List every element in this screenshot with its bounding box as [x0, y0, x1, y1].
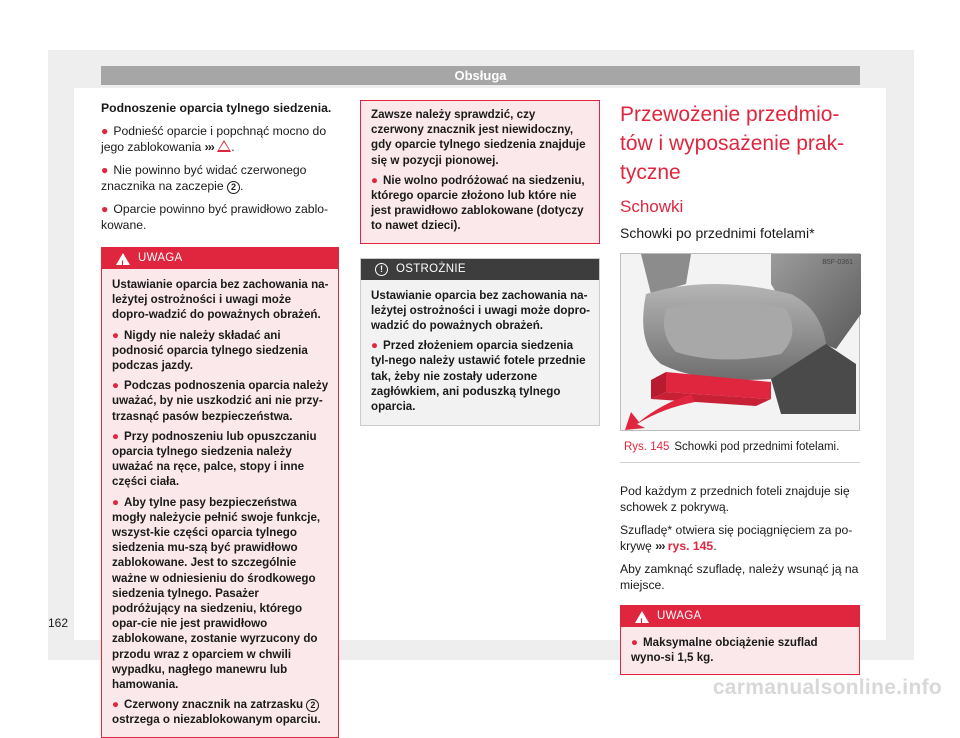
section-heading: Podnoszenie oparcia tylnego siedzenia.: [101, 101, 332, 115]
reference-arrows: ›››: [204, 140, 214, 154]
bullet-icon: ●: [631, 636, 639, 649]
warning-item: ● Czerwony znacznik na zatrzasku 2 ostrzega o niezablokowanym oparciu.: [112, 698, 321, 727]
warning-item: ● Aby tylne pasy bezpieczeństwa mogły należycie pełnić swoje funkcje, wszyst-kie części oparcia tylnego siedzenia mu-szą być prawidłowo zablokowane. Jest to szczególnie ważne w odniesieniu do środkowego siedzenia tylnego. Pasażer podróżujący na siedzeniu, którego opar-cie nie jest prawidłowo zablokowane, zostanie wyrzucony do przodu wraz z oparciem w chwili wypadku, nagłego manewru lub hamowania.: [112, 495, 321, 692]
section-title: Schowki: [620, 197, 684, 216]
callout-number: 2: [306, 699, 319, 712]
warning-header: ! UWAGA: [102, 248, 338, 269]
body-paragraph: Pod każdym z przednich foteli znajduje się schowek z pokrywą.: [620, 484, 850, 514]
exclamation-circle-icon: !: [375, 263, 388, 276]
column-left: [101, 100, 339, 738]
figure-link[interactable]: rys. 145: [667, 539, 714, 553]
body-paragraph: Aby zamknąć szufladę, należy wsunąć ją na miejsce.: [620, 562, 859, 592]
bullet-icon: ●: [371, 173, 379, 187]
list-item: ● Nie powinno być widać czerwonego znacznika na zaczepie 2 .: [101, 163, 307, 193]
page-header: Obsługa: [101, 66, 860, 85]
list-item: ● Oparcie powinno być prawidłowo zablo-kowane.: [101, 202, 329, 232]
column-right: [620, 100, 860, 675]
bullet-icon: ●: [101, 202, 109, 216]
bullet-icon: ●: [371, 339, 379, 353]
warning-box: [101, 247, 339, 738]
subsection-title: Schowki po przednimi fotelami*: [620, 225, 815, 241]
list-item: ● Podnieść oparcie i popchnąć mocno do jego zablokowania ››› .: [101, 124, 327, 154]
callout-number: 2: [227, 181, 240, 194]
warning-item: ● Podczas podnoszenia oparcia należy uważać, by nie uszkodzić ani nie przy-trzasnąć pasów bezpieczeństwa.: [112, 379, 329, 423]
warning-body: [102, 269, 338, 737]
warning-box-continued: [360, 100, 600, 244]
bullet-icon: ●: [112, 429, 120, 443]
figure-code: B5F-0361: [822, 259, 853, 266]
bullet-icon: ●: [101, 163, 109, 177]
caution-header: ! OSTROŻNIE: [361, 259, 599, 280]
warning-body: [361, 101, 599, 243]
warning-item: ● Przy podnoszeniu lub opuszczaniu oparcia tylnego siedzenia należy uważać na ręce, palce, stopy i inne części ciała.: [112, 429, 317, 489]
bullet-icon: ●: [112, 698, 120, 712]
bullet-icon: ●: [112, 379, 120, 393]
chapter-title: Przewożenie przedmio- tów i wyposażenie prak- tyczne: [620, 103, 845, 184]
warning-intro: Ustawianie oparcia bez zachowania na-leżytej ostrożności i uwagi może dopro-wadzić do poważnych obrażeń.: [112, 278, 329, 322]
column-middle: [360, 100, 600, 426]
bullet-icon: ●: [101, 124, 109, 138]
reference-arrows: ›››: [655, 539, 665, 553]
caution-body: [361, 280, 599, 426]
warning-triangle-icon: [635, 611, 649, 623]
bullet-icon: ●: [112, 495, 120, 509]
bullet-icon: ●: [112, 328, 120, 342]
page-number: 162: [48, 616, 69, 630]
warning-body: [621, 627, 859, 674]
warning-item: ● Nie wolno podróżować na siedzeniu, którego oparcie złożono lub które nie jest prawidłowo zablokowane (dotyczy to nawet dzieci).: [371, 173, 585, 233]
warning-header: ! UWAGA: [621, 606, 859, 627]
watermark: carmanualsonline.info: [712, 676, 942, 699]
seat-drawer-image: [621, 254, 861, 432]
seat-drawer-illustration: [620, 253, 860, 431]
warning-intro: Zawsze należy sprawdzić, czy czerwony znacznik jest niewidoczny, gdy oparcie tylnego siedzenia znajduje się w pozycji pionowej.: [371, 108, 586, 167]
warning-box: [620, 605, 860, 675]
caption-divider: [620, 462, 860, 463]
caution-item: ● Przed złożeniem oparcia siedzenia tyl-nego należy ustawić fotele przednie tak, żeby nie zostały uderzone zagłówkiem, ani poduszką tylnego oparcia.: [371, 339, 586, 414]
figure-caption: Rys. 145 Schowki pod przednimi fotelami.: [624, 441, 840, 453]
caution-box: [360, 258, 600, 427]
warning-triangle-icon: [116, 253, 130, 265]
caution-intro: Ustawianie oparcia bez zachowania na-leżytej ostrożności i uwagi może dopro-wadzić do poważnych obrażeń.: [371, 288, 591, 333]
warning-item: ● Maksymalne obciążenie szuflad wyno-si 1,5 kg.: [631, 636, 818, 665]
figure-ref: Rys. 145: [624, 441, 670, 453]
warning-triangle-icon: [217, 140, 231, 152]
body-paragraph: Szufladę* otwiera się pociągnięciem za po-krywę ››› rys. 145.: [620, 523, 853, 553]
warning-item: ● Nigdy nie należy składać ani podnosić oparcia tylnego siedzenia podczas jazdy.: [112, 328, 308, 373]
